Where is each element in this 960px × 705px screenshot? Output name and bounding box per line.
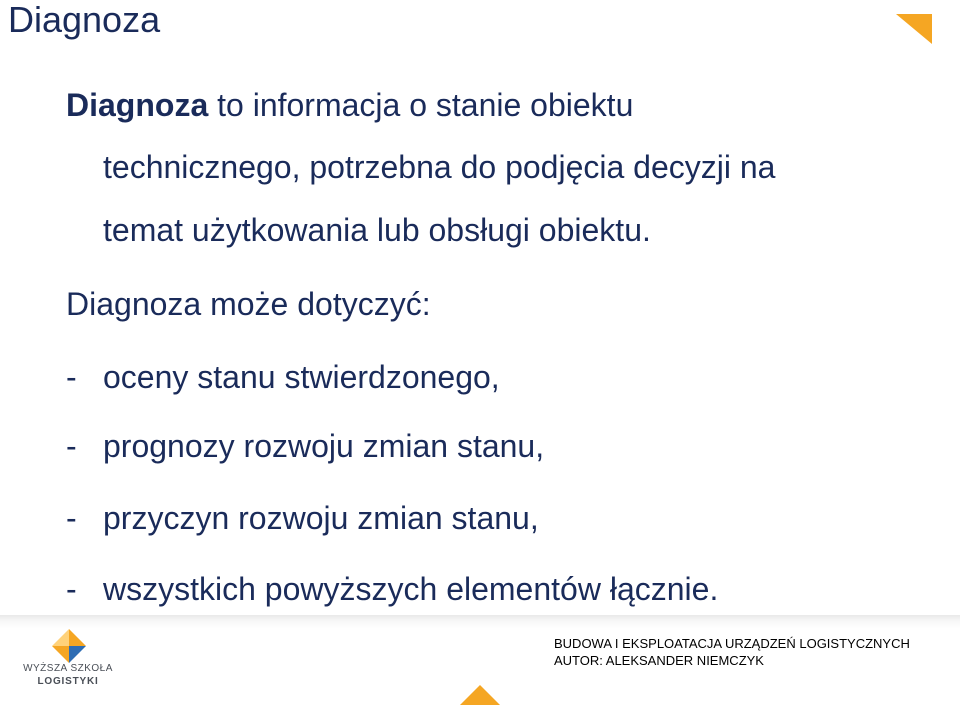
intro-bold-term: Diagnoza: [66, 87, 209, 123]
bullet-text: oceny stanu stwierdzonego,: [103, 359, 500, 395]
subheading: Diagnoza może dotyczyć:: [66, 286, 431, 322]
bullet-text: prognozy rozwoju zmian stanu,: [103, 428, 545, 464]
intro-line-2: technicznego, potrzebna do podjęcia decyzji na: [103, 149, 776, 185]
logo-text-line-2: LOGISTYKI: [37, 676, 99, 687]
bullet-dash: -: [66, 571, 77, 607]
intro-line-1: [66, 86, 633, 124]
logo-diamond-icon: [52, 629, 86, 663]
bullet-dash: -: [66, 428, 77, 464]
slide-title: Diagnoza: [8, 0, 161, 40]
bullet-text: wszystkich powyższych elementów łącznie.: [103, 571, 719, 607]
footer-author: AUTOR: ALEKSANDER NIEMCZYK: [554, 653, 764, 668]
intro-line-3: temat użytkowania lub obsługi obiektu.: [103, 212, 651, 248]
bullet-dash: -: [66, 500, 77, 536]
bottom-triangle-icon: [460, 685, 500, 705]
footer-course: BUDOWA I EKSPLOATACJA URZĄDZEŃ LOGISTYCZNYCH: [554, 636, 910, 651]
intro-line-1-rest: to informacja o stanie obiektu: [208, 87, 634, 123]
footer: [0, 615, 960, 705]
logo-text-line-1: WYŻSZA SZKOŁA: [23, 663, 113, 674]
bullet-text: przyczyn rozwoju zmian stanu,: [103, 500, 539, 536]
bullet-dash: -: [66, 359, 77, 395]
